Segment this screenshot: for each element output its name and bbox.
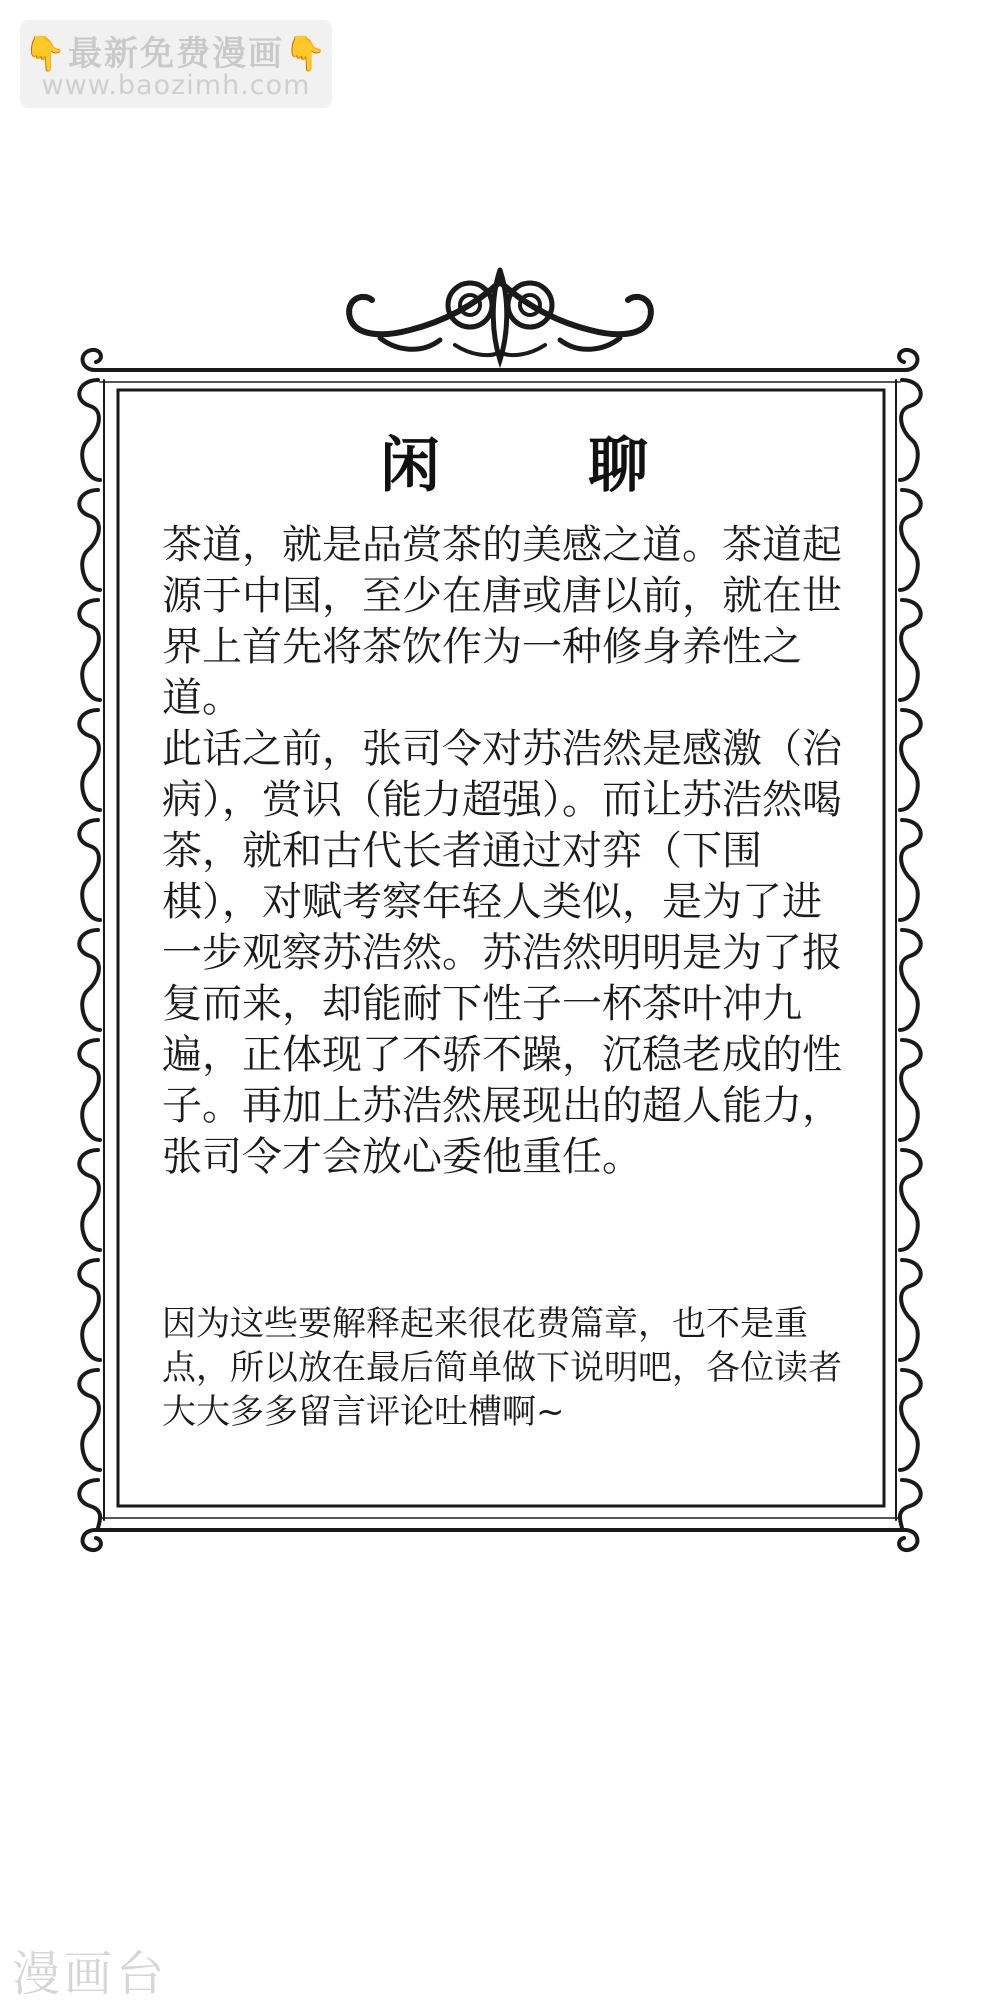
footer-watermark: 漫画台 xyxy=(12,1946,169,2002)
pointing-down-hand-icon: 👇 xyxy=(23,34,68,74)
paragraph-commander-explanation: 此话之前，张司令对苏浩然是感激（治病），赏识（能力超强）。而让苏浩然喝茶，就和古代长者通过对弈（下围棋），对赋考察年轻人类似，是为了进一步观察苏浩然。苏浩然明明是为了报复而来，却能耐下性子一杯茶叶冲九遍，正体现了不骄不躁，沉稳老成的性子。再加上苏浩然展现出的超人能力，张司令才会放心委他重任。 xyxy=(162,726,842,1180)
watermark-url: www.baozimh.com xyxy=(41,70,311,101)
title-char-2: 聊 xyxy=(588,431,648,501)
author-note: 因为这些要解释起来很花费篇章，也不是重点，所以放在最后简单做下说明吧，各位读者大大多多留言评论吐槽啊~ xyxy=(162,1304,842,1432)
panel-body xyxy=(162,520,852,1183)
panel-title xyxy=(120,418,880,501)
crest-ornament-icon xyxy=(349,270,651,360)
pointing-down-hand-icon: 👇 xyxy=(284,34,329,74)
paragraph-tea-ceremony: 茶道，就是品赏茶的美感之道。茶道起源于中国，至少在唐或唐以前，就在世界上首先将茶饮作为一种修身养性之道。 xyxy=(162,522,842,721)
right-scroll-border xyxy=(896,380,921,1528)
watermark-site-name: 最新免费漫画 xyxy=(68,34,284,74)
title-char-1: 闲 xyxy=(380,431,440,501)
left-scroll-border xyxy=(79,380,104,1528)
